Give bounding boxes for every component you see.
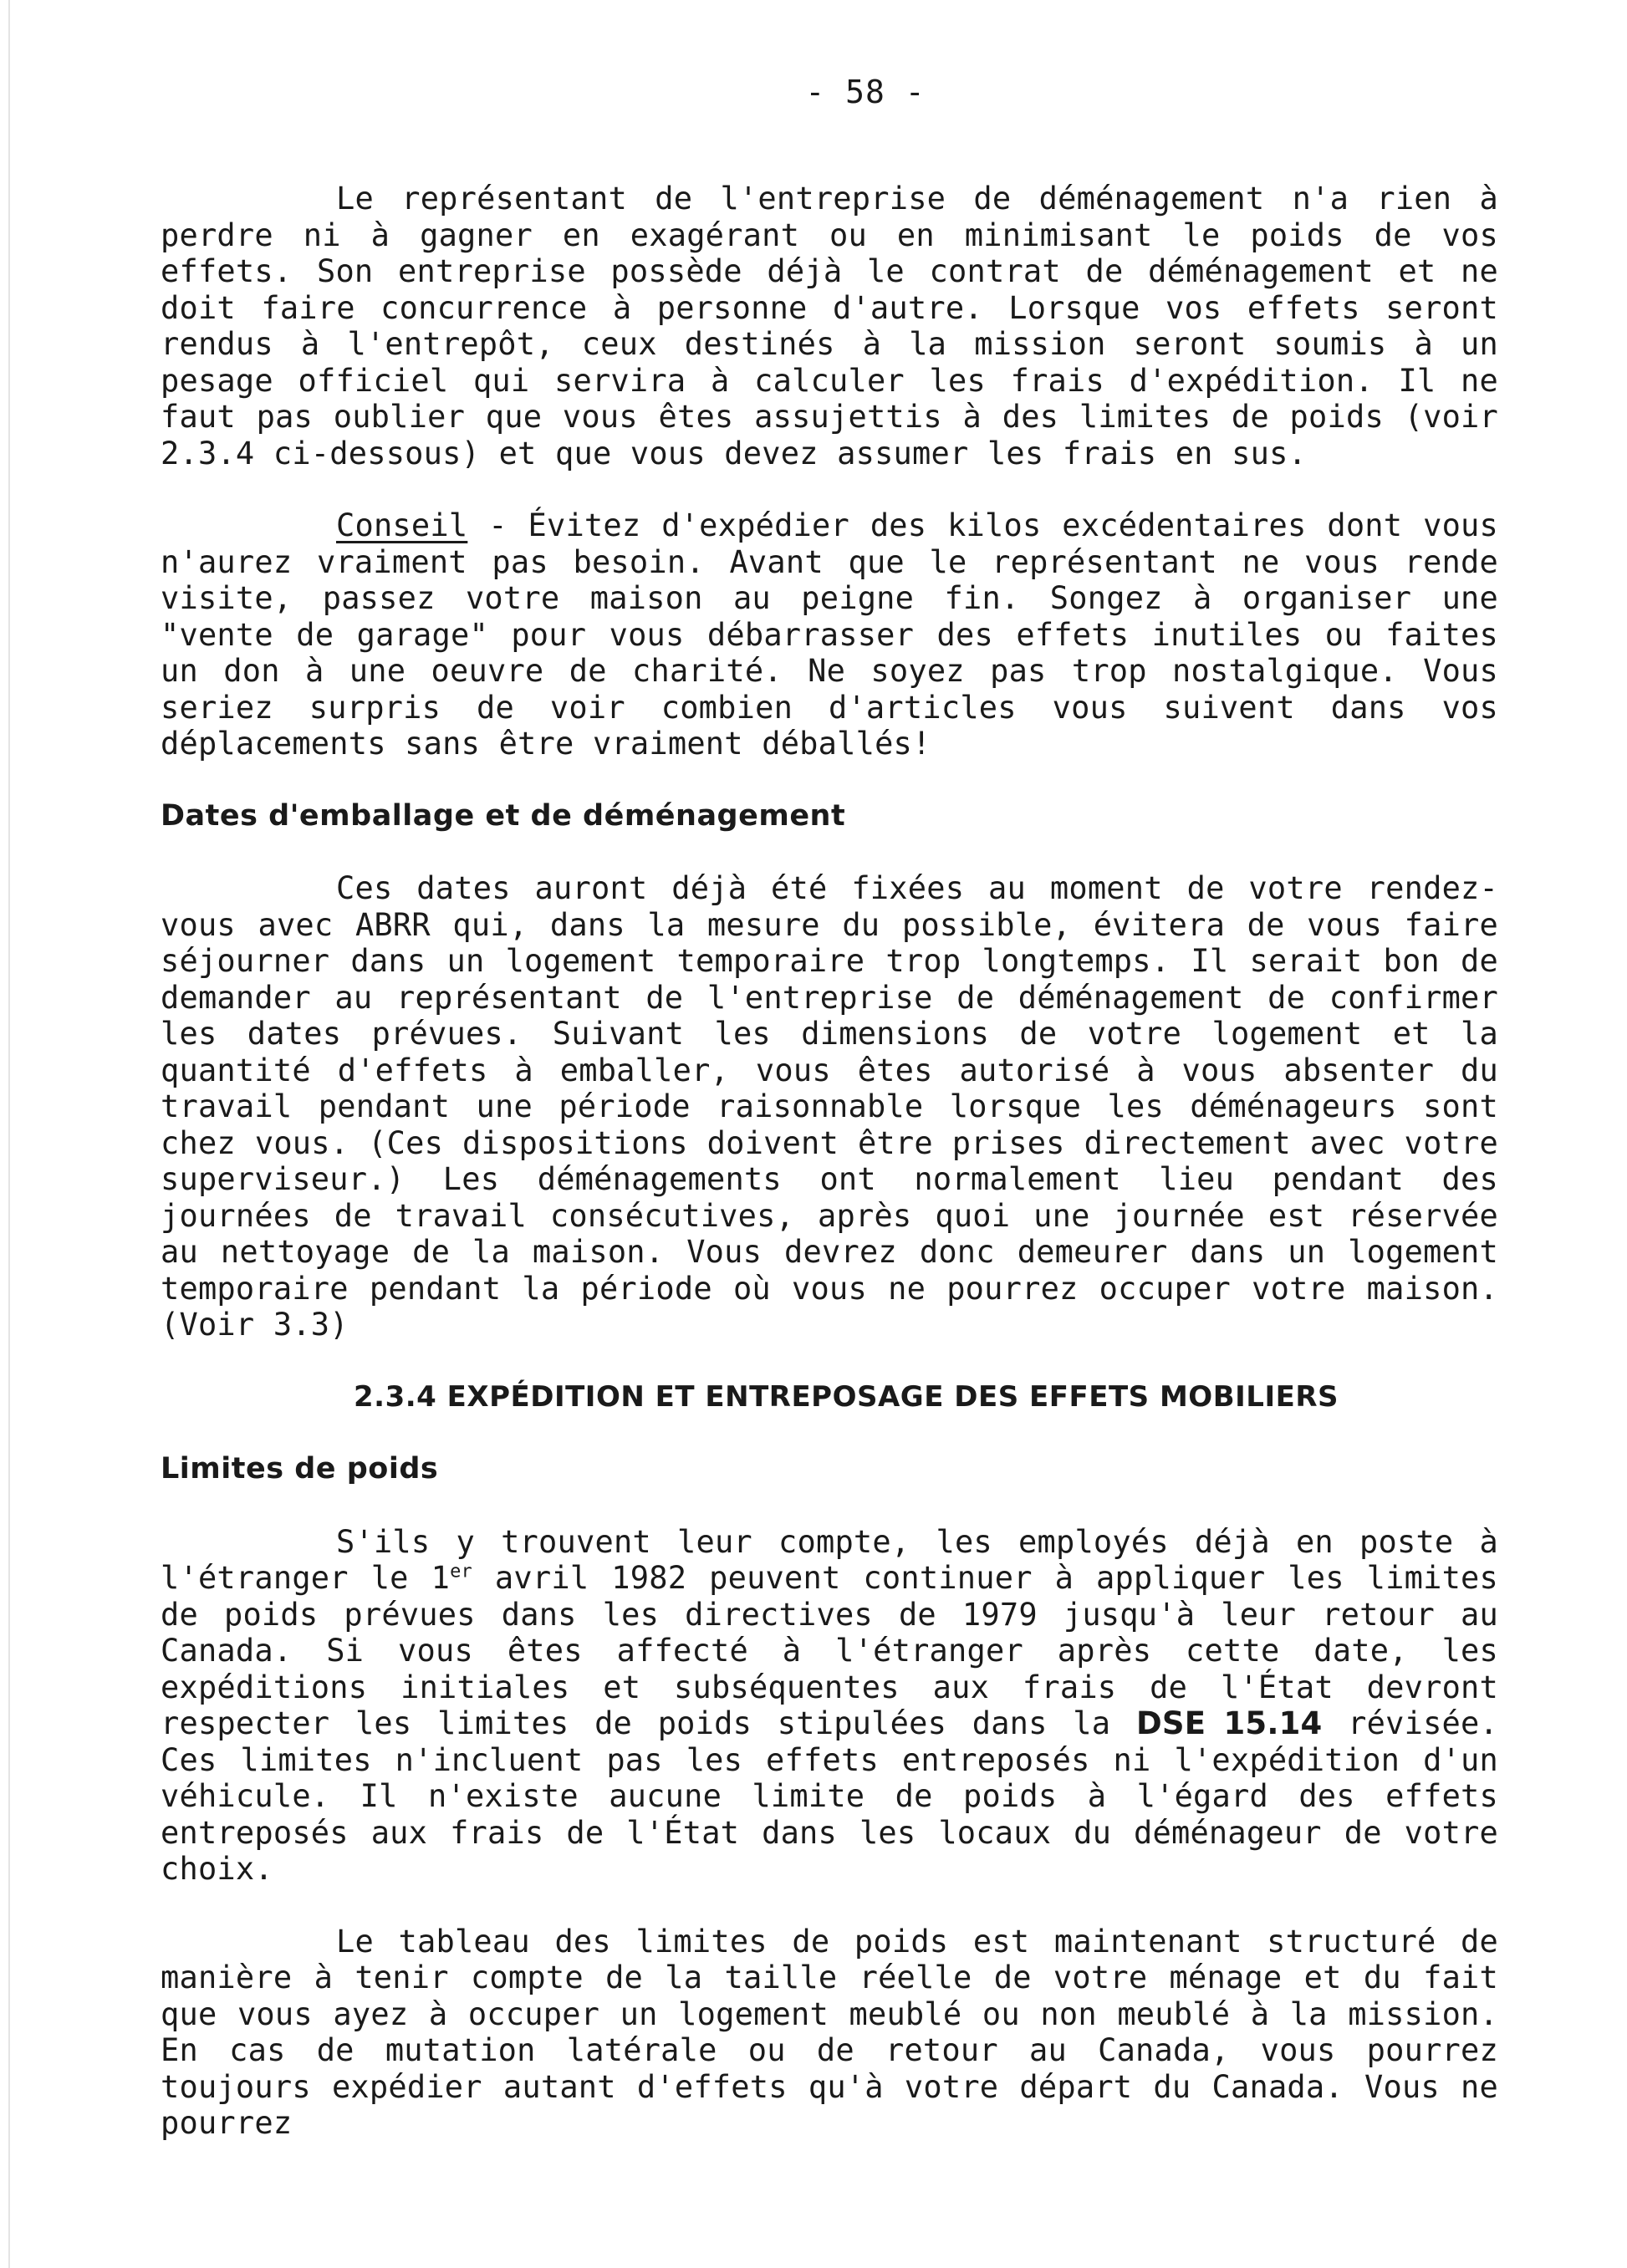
- heading-weight-limits: Limites de poids: [161, 1452, 439, 1486]
- directive-reference: DSE 15.14: [1135, 1705, 1323, 1741]
- weight-limits-text-a: S'ils y trouvent leur compte, les employés déjà en poste à l'étranger le 1: [161, 1523, 1498, 1596]
- heading-packing-dates: Dates d'emballage et de déménagement: [161, 798, 846, 833]
- document-body: [161, 181, 1498, 2178]
- weight-limits-text-b: avril 1982 peuvent continuer à appliquer les limites de poids prévues dans les directives de 1979 jusqu'à leur retour au Canada. Si vous êtes affecté à l'étranger après cette date, les expéditions initiales et subséquentes aux frais de l'État devront respecter les limites de poids stipulées dans la: [161, 1560, 1498, 1741]
- page-number: - 58 -: [805, 74, 926, 110]
- paragraph-mover-representative: Le représentant de l'entreprise de déménagement n'a rien à perdre ni à gagner en exagérant ou en minimisant le poids de vos effets. Son entreprise possède déjà le contrat de déménagement et ne doit faire concurrence à personne d'autre. Lorsque vos effets seront rendus à l'entrepôt, ceux destinés à la mission seront soumis à un pesage officiel qui servira à calculer les frais d'expédition. Il ne faut pas oublier que vous êtes assujettis à des limites de poids (voir 2.3.4 ci-dessous) et que vous devez assumer les frais en sus.: [161, 181, 1498, 471]
- ordinal-superscript: er: [450, 1561, 472, 1583]
- weight-limits-text-c: révisée. Ces limites n'incluent pas les effets entreposés ni l'expédition d'un véhicule. Il n'existe aucune limite de poids à l'égard des effets entreposés aux frais de l'État dans les locaux du déménageur de votre choix.: [161, 1705, 1498, 1887]
- scan-edge-mark: [8, 0, 10, 2268]
- advice-text: - Évitez d'expédier des kilos excédentaires dont vous n'aurez vraiment pas besoin. Avant que le représentant ne vous rende visite, passez votre maison au peigne fin. Songez à organiser une "vente de garage" pour vous débarrasser des effets inutiles ou faites un don à une oeuvre de charité. Ne soyez pas trop nostalgique. Vous seriez surpris de voir combien d'articles vous suivent dans vos déplacements sans être vraiment déballés!: [161, 507, 1498, 762]
- section-heading-shipping-storage: 2.3.4 EXPÉDITION ET ENTREPOSAGE DES EFFETS MOBILIERS: [354, 1379, 1339, 1414]
- advice-label: Conseil: [336, 507, 468, 543]
- paragraph-advice: [161, 507, 1498, 762]
- paragraph-packing-dates: Ces dates auront déjà été fixées au moment de votre rendez-vous avec ABRR qui, dans la mesure du possible, évitera de vous faire séjourner dans un logement temporaire trop longtemps. Il serait bon de demander au représentant de l'entreprise de déménagement de confirmer les dates prévues. Suivant les dimensions de votre logement et la quantité d'effets à emballer, vous êtes autorisé à vous absenter du travail pendant une période raisonnable lorsque les déménageurs sont chez vous. (Ces dispositions doivent être prises directement avec votre superviseur.) Les déménagements ont normalement lieu pendant des journées de travail consécutives, après quoi une journée est réservée au nettoyage de la maison. Vous devrez donc demeurer dans un logement temporaire pendant la période où vous ne pourrez occuper votre maison. (Voir 3.3): [161, 870, 1498, 1343]
- paragraph-weight-limits: [161, 1524, 1498, 1888]
- paragraph-weight-table: Le tableau des limites de poids est maintenant structuré de manière à tenir compte de la taille réelle de votre ménage et du fait que vous ayez à occuper un logement meublé ou non meublé à la mission. En cas de mutation latérale ou de retour au Canada, vous pourrez toujours expédier autant d'effets qu'à votre départ du Canada. Vous ne pourrez: [161, 1923, 1498, 2141]
